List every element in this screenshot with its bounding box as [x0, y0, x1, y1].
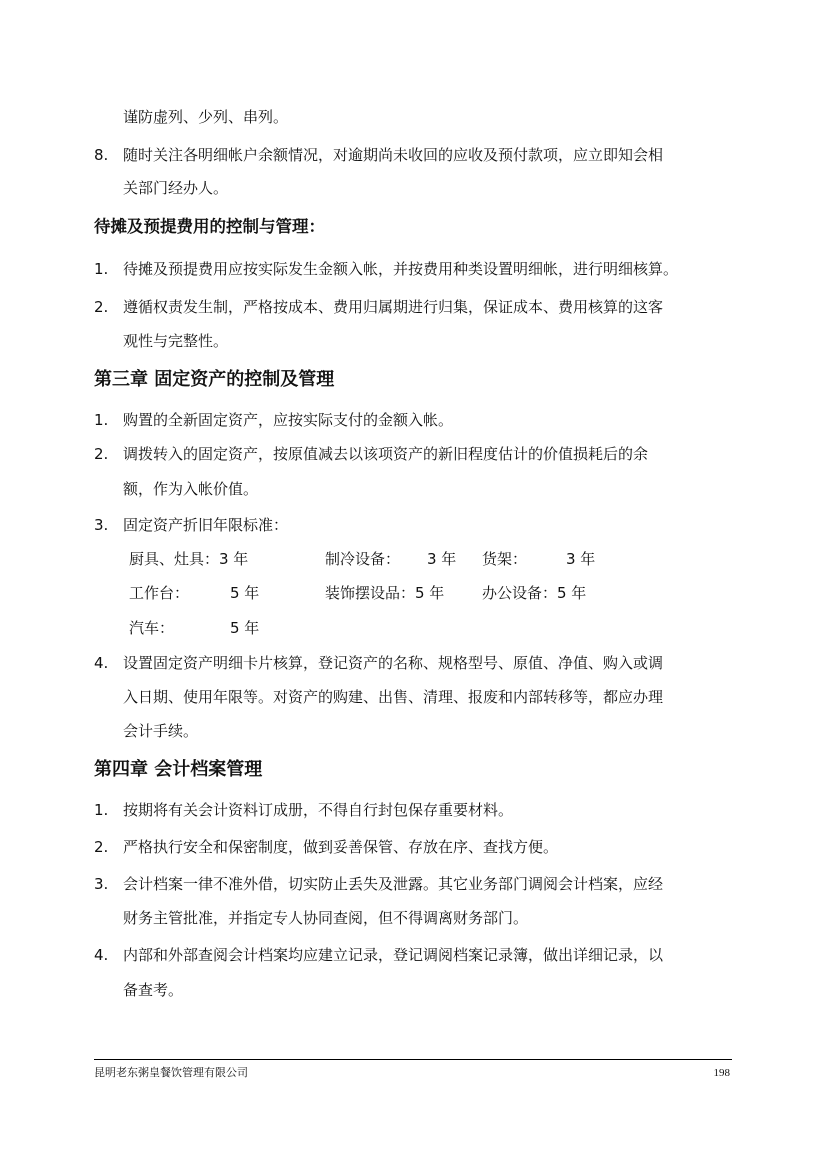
item-text: 会计手续。 [123, 722, 199, 740]
item-number: 4. [94, 654, 109, 672]
item-text: 调拨转入的固定资产，按原值减去以该项资产的新旧程度估计的价值损耗后的余 [123, 445, 649, 463]
item-text: 待摊及预提费用应按实际发生金额入帐，并按费用种类设置明细帐，进行明细核算。 [123, 260, 679, 278]
continuation-text: 谨防虚列、少列、串列。 [123, 108, 289, 126]
depreciation-workbench-label: 工作台： [129, 584, 190, 602]
item-number: 1. [94, 801, 109, 819]
item-number: 4. [94, 946, 109, 964]
chapter-heading: 第四章 会计档案管理 [94, 759, 263, 780]
depreciation-kitchenware: 厨具、灶具：3 年 [129, 550, 249, 568]
item-text: 遵循权责发生制，严格按成本、费用归属期进行归集，保证成本、费用核算的这客 [123, 298, 664, 316]
item-text: 备查考。 [123, 981, 184, 999]
item-text: 入日期、使用年限等。对资产的购建、出售、清理、报废和内部转移等，都应办理 [123, 688, 664, 706]
page-number: 198 [713, 1067, 730, 1079]
item-text: 会计档案一律不准外借，切实防止丢失及泄露。其它业务部门调阅会计档案，应经 [123, 875, 664, 893]
item-number: 3. [94, 516, 109, 534]
item-number: 1. [94, 260, 109, 278]
item-text: 按期将有关会计资料订成册，不得自行封包保存重要材料。 [123, 801, 514, 819]
footer-divider [94, 1059, 732, 1060]
item-text: 严格执行安全和保密制度，做到妥善保管、存放在序、查找方便。 [123, 838, 559, 856]
item-text: 财务主管批准，并指定专人协同查阅，但不得调离财务部门。 [123, 909, 529, 927]
depreciation-vehicle-label: 汽车： [129, 619, 175, 637]
depreciation-shelf-label: 货架： [482, 550, 528, 568]
depreciation-workbench-value: 5 年 [230, 584, 260, 602]
item-number: 3. [94, 875, 109, 893]
item-text: 额，作为入帐价值。 [123, 480, 259, 498]
item-text: 购置的全新固定资产，应按实际支付的金额入帐。 [123, 411, 454, 429]
item-text: 设置固定资产明细卡片核算，登记资产的名称、规格型号、原值、净值、购入或调 [123, 654, 664, 672]
depreciation-shelf-value: 3 年 [566, 550, 596, 568]
depreciation-refrigeration-label: 制冷设备： [325, 550, 401, 568]
item-number: 2. [94, 838, 109, 856]
item-text: 固定资产折旧年限标准： [123, 516, 289, 534]
depreciation-decoration: 装饰摆设品：5 年 [325, 584, 445, 602]
depreciation-vehicle-value: 5 年 [230, 619, 260, 637]
item-number: 1. [94, 411, 109, 429]
item-text: 观性与完整性。 [123, 332, 229, 350]
footer-company-name: 昆明老东粥皇餐饮管理有限公司 [94, 1066, 248, 1079]
item-number: 2. [94, 445, 109, 463]
item-text: 内部和外部查阅会计档案均应建立记录，登记调阅档案记录簿，做出详细记录，以 [123, 946, 664, 964]
chapter-heading: 第三章 固定资产的控制及管理 [94, 369, 335, 390]
item-text: 随时关注各明细帐户余额情况，对逾期尚未收回的应收及预付款项，应立即知会相 [123, 146, 664, 164]
section-heading: 待摊及预提费用的控制与管理： [94, 217, 325, 236]
depreciation-refrigeration-value: 3 年 [427, 550, 457, 568]
depreciation-office-equipment: 办公设备：5 年 [482, 584, 587, 602]
item-text: 关部门经办人。 [123, 179, 229, 197]
item-number: 8. [94, 146, 109, 164]
item-number: 2. [94, 298, 109, 316]
